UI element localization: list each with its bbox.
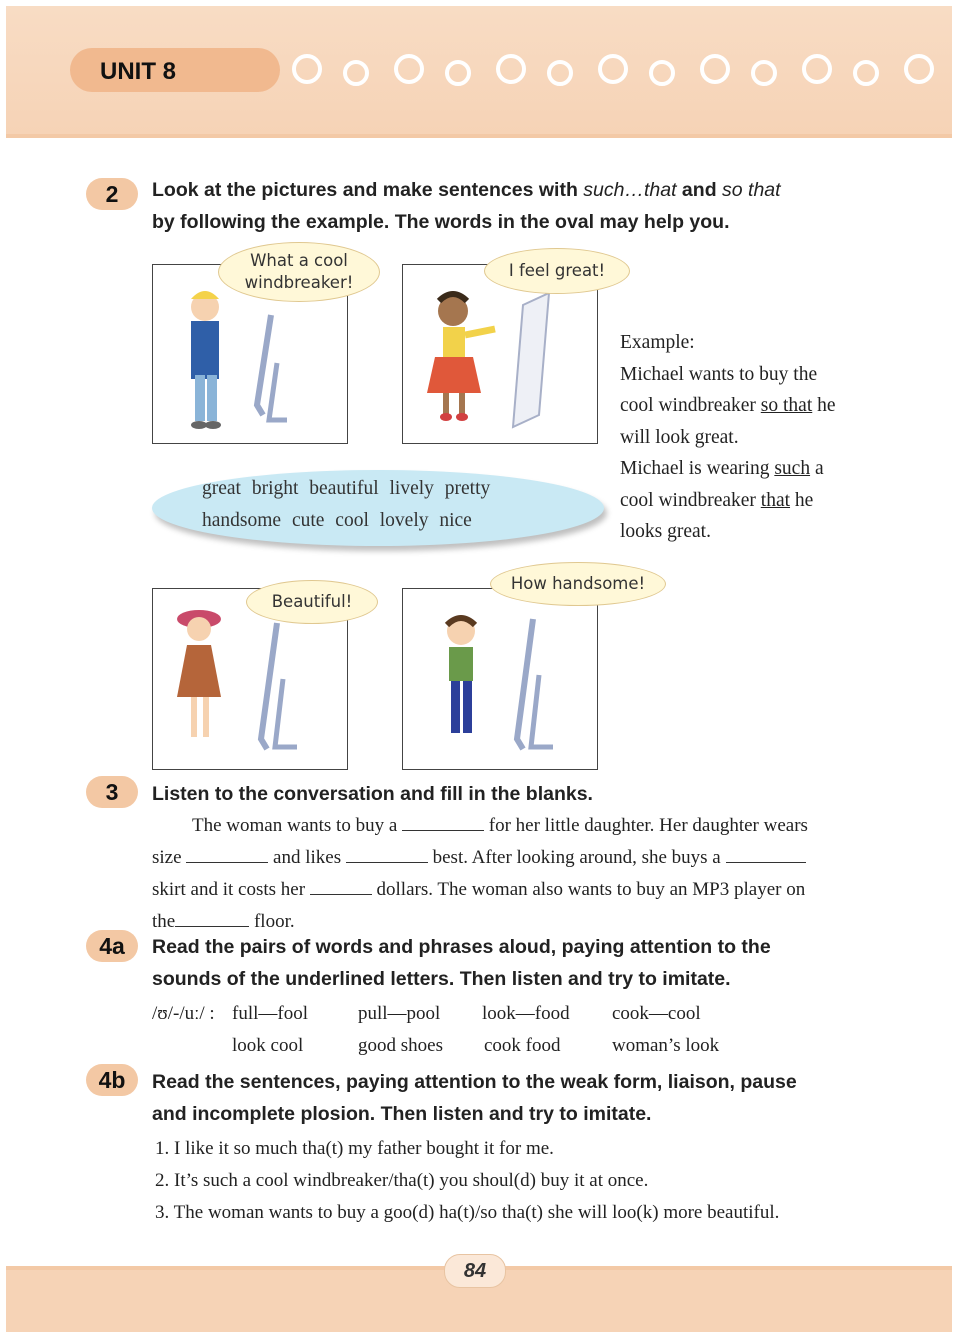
pair-look-food: look—food (482, 1003, 570, 1024)
child-illustration (403, 589, 597, 769)
section-2-instruction-line2: by following the example. The words in the oval may help you. (152, 211, 730, 233)
phonetic-symbols: /ʊ/-/uː/ : (152, 1003, 215, 1024)
header-ring-icon (802, 54, 832, 84)
section-4b-number: 4b (86, 1064, 138, 1096)
header-ring-icon (547, 60, 573, 86)
sentence-1: 1. I like it so much tha(t) my father bought it for me. (155, 1138, 554, 1159)
header-ring-icon (904, 54, 934, 84)
phrase-womans-look: woman’s look (612, 1035, 720, 1056)
blank-2[interactable] (186, 844, 268, 863)
sentence-2: 2. It’s such a cool windbreaker/tha(t) you shoul(d) buy it at once. (155, 1170, 649, 1191)
picture-boy-handsome (402, 588, 598, 770)
section-4a-number: 4a (86, 930, 138, 962)
section-4a-instruction-line1: Read the pairs of words and phrases aloud, paying attention to the (152, 936, 771, 958)
oval-words-line2: handsome cute cool lovely nice (202, 510, 472, 531)
speech-bubble-child: How handsome! (490, 562, 666, 606)
header-ring-icon (394, 54, 424, 84)
section-2-number: 2 (86, 178, 138, 210)
pair-full-fool: full—fool (232, 1003, 308, 1024)
header-ring-icon (292, 54, 322, 84)
section-3-line4: the floor. (152, 908, 295, 933)
unit-title: UNIT 8 (100, 58, 177, 85)
phrase-good-shoes: good shoes (358, 1035, 443, 1056)
section-3-line3: skirt and it costs her dollars. The woman also wants to buy an MP3 player on (152, 876, 805, 901)
section-4b-instruction-line2: and incomplete plosion. Then listen and try to imitate. (152, 1103, 652, 1125)
header-ring-icon (649, 60, 675, 86)
header-ring-icon (700, 54, 730, 84)
section-4b-instruction-line1: Read the sentences, paying attention to the weak form, liaison, pause (152, 1071, 797, 1093)
section-3-instruction: Listen to the conversation and fill in the blanks. (152, 783, 593, 805)
phrase-cook-food: cook food (484, 1035, 561, 1056)
header-ring-icon (445, 60, 471, 86)
pair-cook-cool: cook—cool (612, 1003, 701, 1024)
section-2-instruction-line1: Look at the pictures and make sentences with such…that and so that (152, 179, 781, 201)
page-number: 84 (444, 1254, 506, 1288)
speech-bubble-girl: I feel great! (484, 248, 630, 294)
header-ring-icon (496, 54, 526, 84)
speech-bubble-woman: Beautiful! (246, 580, 378, 624)
blank-4[interactable] (726, 844, 806, 863)
example-text: Example: Michael wants to buy the cool windbreaker so that he will look great. Michael is wearing such a cool windbreaker that he looks great. (620, 332, 836, 542)
speech-bubble-boy: What a cool windbreaker! (218, 242, 380, 302)
section-3-line1: The woman wants to buy a for her little daughter. Her daughter wears (192, 812, 808, 837)
section-3-number: 3 (86, 776, 138, 808)
section-3-line2: size and likes best. After looking around, she buys a (152, 844, 806, 869)
blank-1[interactable] (402, 812, 484, 831)
pair-pull-pool: pull—pool (358, 1003, 441, 1024)
blank-3[interactable] (346, 844, 428, 863)
header-ring-icon (853, 60, 879, 86)
header-ring-icon (751, 60, 777, 86)
sentence-3: 3. The woman wants to buy a goo(d) ha(t)/so tha(t) she will loo(k) more beautiful. (155, 1202, 780, 1223)
header-divider (6, 134, 952, 138)
oval-words-line1: great bright beautiful lively pretty (202, 478, 491, 499)
blank-5[interactable] (310, 876, 372, 895)
header-ring-icon (343, 60, 369, 86)
section-4a-instruction-line2: sounds of the underlined letters. Then listen and try to imitate. (152, 968, 731, 990)
blank-6[interactable] (175, 908, 249, 927)
header-ring-icon (598, 54, 628, 84)
phrase-look-cool: look cool (232, 1035, 304, 1056)
